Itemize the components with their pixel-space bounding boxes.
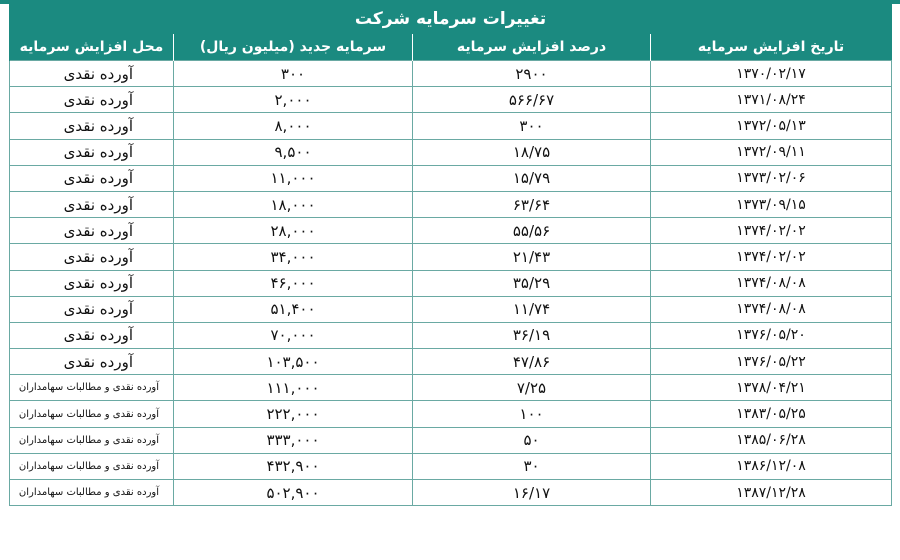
source-cell: آورده نقدی bbox=[10, 165, 174, 191]
capital-cell: ۱۱۱,۰۰۰ bbox=[174, 375, 413, 401]
table-title: تغییرات سرمایه شرکت bbox=[10, 5, 892, 34]
source-cell: آورده نقدی bbox=[10, 61, 174, 87]
table-row bbox=[10, 61, 892, 87]
capital-cell: ۳۴,۰۰۰ bbox=[174, 244, 413, 270]
table-row bbox=[10, 270, 892, 296]
source-cell: آورده نقدی bbox=[10, 87, 174, 113]
source-cell: آورده نقدی bbox=[10, 322, 174, 348]
date-cell: ۱۳۷۴/۰۸/۰۸ bbox=[651, 296, 892, 322]
percent-cell: ۳۵/۲۹ bbox=[413, 270, 651, 296]
percent-cell: ۱۶/۱۷ bbox=[413, 480, 651, 506]
percent-cell: ۱۸/۷۵ bbox=[413, 139, 651, 165]
percent-cell: ۳۰۰ bbox=[413, 113, 651, 139]
capital-cell: ۱۰۳,۵۰۰ bbox=[174, 349, 413, 375]
capital-cell: ۲۲۲,۰۰۰ bbox=[174, 401, 413, 427]
percent-cell: ۴۷/۸۶ bbox=[413, 349, 651, 375]
percent-cell: ۷/۲۵ bbox=[413, 375, 651, 401]
percent-cell: ۶۳/۶۴ bbox=[413, 191, 651, 217]
date-cell: ۱۳۷۱/۰۸/۲۴ bbox=[651, 87, 892, 113]
source-cell: آورده نقدی bbox=[10, 218, 174, 244]
date-cell: ۱۳۷۶/۰۵/۲۰ bbox=[651, 322, 892, 348]
capital-cell: ۱۸,۰۰۰ bbox=[174, 191, 413, 217]
date-cell: ۱۳۷۳/۰۲/۰۶ bbox=[651, 165, 892, 191]
percent-cell: ۵۰ bbox=[413, 427, 651, 453]
header-percent: درصد افزایش سرمایه bbox=[413, 34, 651, 61]
date-cell: ۱۳۸۵/۰۶/۲۸ bbox=[651, 427, 892, 453]
table-row bbox=[10, 453, 892, 479]
capital-cell: ۸,۰۰۰ bbox=[174, 113, 413, 139]
header-source: محل افزایش سرمایه bbox=[10, 34, 174, 61]
source-cell: آورده نقدی و مطالبات سهامداران bbox=[10, 427, 174, 453]
table-row bbox=[10, 191, 892, 217]
date-cell: ۱۳۷۳/۰۹/۱۵ bbox=[651, 191, 892, 217]
table-row bbox=[10, 87, 892, 113]
source-cell: آورده نقدی و مطالبات سهامداران bbox=[10, 453, 174, 479]
percent-cell: ۲۹۰۰ bbox=[413, 61, 651, 87]
source-cell: آورده نقدی bbox=[10, 296, 174, 322]
table-row bbox=[10, 480, 892, 506]
table-row bbox=[10, 375, 892, 401]
table-row bbox=[10, 113, 892, 139]
capital-cell: ۷۰,۰۰۰ bbox=[174, 322, 413, 348]
capital-changes-table-container bbox=[10, 4, 892, 506]
percent-cell: ۱۰۰ bbox=[413, 401, 651, 427]
date-cell: ۱۳۷۰/۰۲/۱۷ bbox=[651, 61, 892, 87]
table-row bbox=[10, 296, 892, 322]
source-cell: آورده نقدی bbox=[10, 139, 174, 165]
date-cell: ۱۳۷۴/۰۲/۰۲ bbox=[651, 244, 892, 270]
table-row bbox=[10, 349, 892, 375]
source-cell: آورده نقدی و مطالبات سهامداران bbox=[10, 401, 174, 427]
source-cell: آورده نقدی bbox=[10, 349, 174, 375]
capital-cell: ۵۱,۴۰۰ bbox=[174, 296, 413, 322]
header-date: تاریخ افزایش سرمایه bbox=[651, 34, 892, 61]
capital-changes-table bbox=[9, 4, 892, 506]
capital-cell: ۲,۰۰۰ bbox=[174, 87, 413, 113]
percent-cell: ۱۵/۷۹ bbox=[413, 165, 651, 191]
capital-cell: ۴۳۲,۹۰۰ bbox=[174, 453, 413, 479]
source-cell: آورده نقدی bbox=[10, 191, 174, 217]
capital-cell: ۲۸,۰۰۰ bbox=[174, 218, 413, 244]
date-cell: ۱۳۷۲/۰۹/۱۱ bbox=[651, 139, 892, 165]
source-cell: آورده نقدی bbox=[10, 244, 174, 270]
date-cell: ۱۳۷۴/۰۲/۰۲ bbox=[651, 218, 892, 244]
source-cell: آورده نقدی و مطالبات سهامداران bbox=[10, 480, 174, 506]
date-cell: ۱۳۷۴/۰۸/۰۸ bbox=[651, 270, 892, 296]
date-cell: ۱۳۷۲/۰۵/۱۳ bbox=[651, 113, 892, 139]
capital-cell: ۵۰۲,۹۰۰ bbox=[174, 480, 413, 506]
percent-cell: ۲۱/۴۳ bbox=[413, 244, 651, 270]
table-row bbox=[10, 244, 892, 270]
capital-cell: ۴۶,۰۰۰ bbox=[174, 270, 413, 296]
date-cell: ۱۳۷۶/۰۵/۲۲ bbox=[651, 349, 892, 375]
table-row bbox=[10, 322, 892, 348]
percent-cell: ۵۶۶/۶۷ bbox=[413, 87, 651, 113]
percent-cell: ۱۱/۷۴ bbox=[413, 296, 651, 322]
capital-cell: ۹,۵۰۰ bbox=[174, 139, 413, 165]
date-cell: ۱۳۸۳/۰۵/۲۵ bbox=[651, 401, 892, 427]
table-body bbox=[10, 61, 892, 506]
source-cell: آورده نقدی و مطالبات سهامداران bbox=[10, 375, 174, 401]
table-row bbox=[10, 165, 892, 191]
table-row bbox=[10, 218, 892, 244]
source-cell: آورده نقدی bbox=[10, 270, 174, 296]
percent-cell: ۳۶/۱۹ bbox=[413, 322, 651, 348]
header-capital: سرمایه جدید (میلیون ریال) bbox=[174, 34, 413, 61]
capital-cell: ۱۱,۰۰۰ bbox=[174, 165, 413, 191]
percent-cell: ۳۰ bbox=[413, 453, 651, 479]
table-row bbox=[10, 139, 892, 165]
table-row bbox=[10, 401, 892, 427]
capital-cell: ۳۳۳,۰۰۰ bbox=[174, 427, 413, 453]
source-cell: آورده نقدی bbox=[10, 113, 174, 139]
capital-cell: ۳۰۰ bbox=[174, 61, 413, 87]
percent-cell: ۵۵/۵۶ bbox=[413, 218, 651, 244]
date-cell: ۱۳۷۸/۰۴/۲۱ bbox=[651, 375, 892, 401]
date-cell: ۱۳۸۶/۱۲/۰۸ bbox=[651, 453, 892, 479]
table-row bbox=[10, 427, 892, 453]
date-cell: ۱۳۸۷/۱۲/۲۸ bbox=[651, 480, 892, 506]
